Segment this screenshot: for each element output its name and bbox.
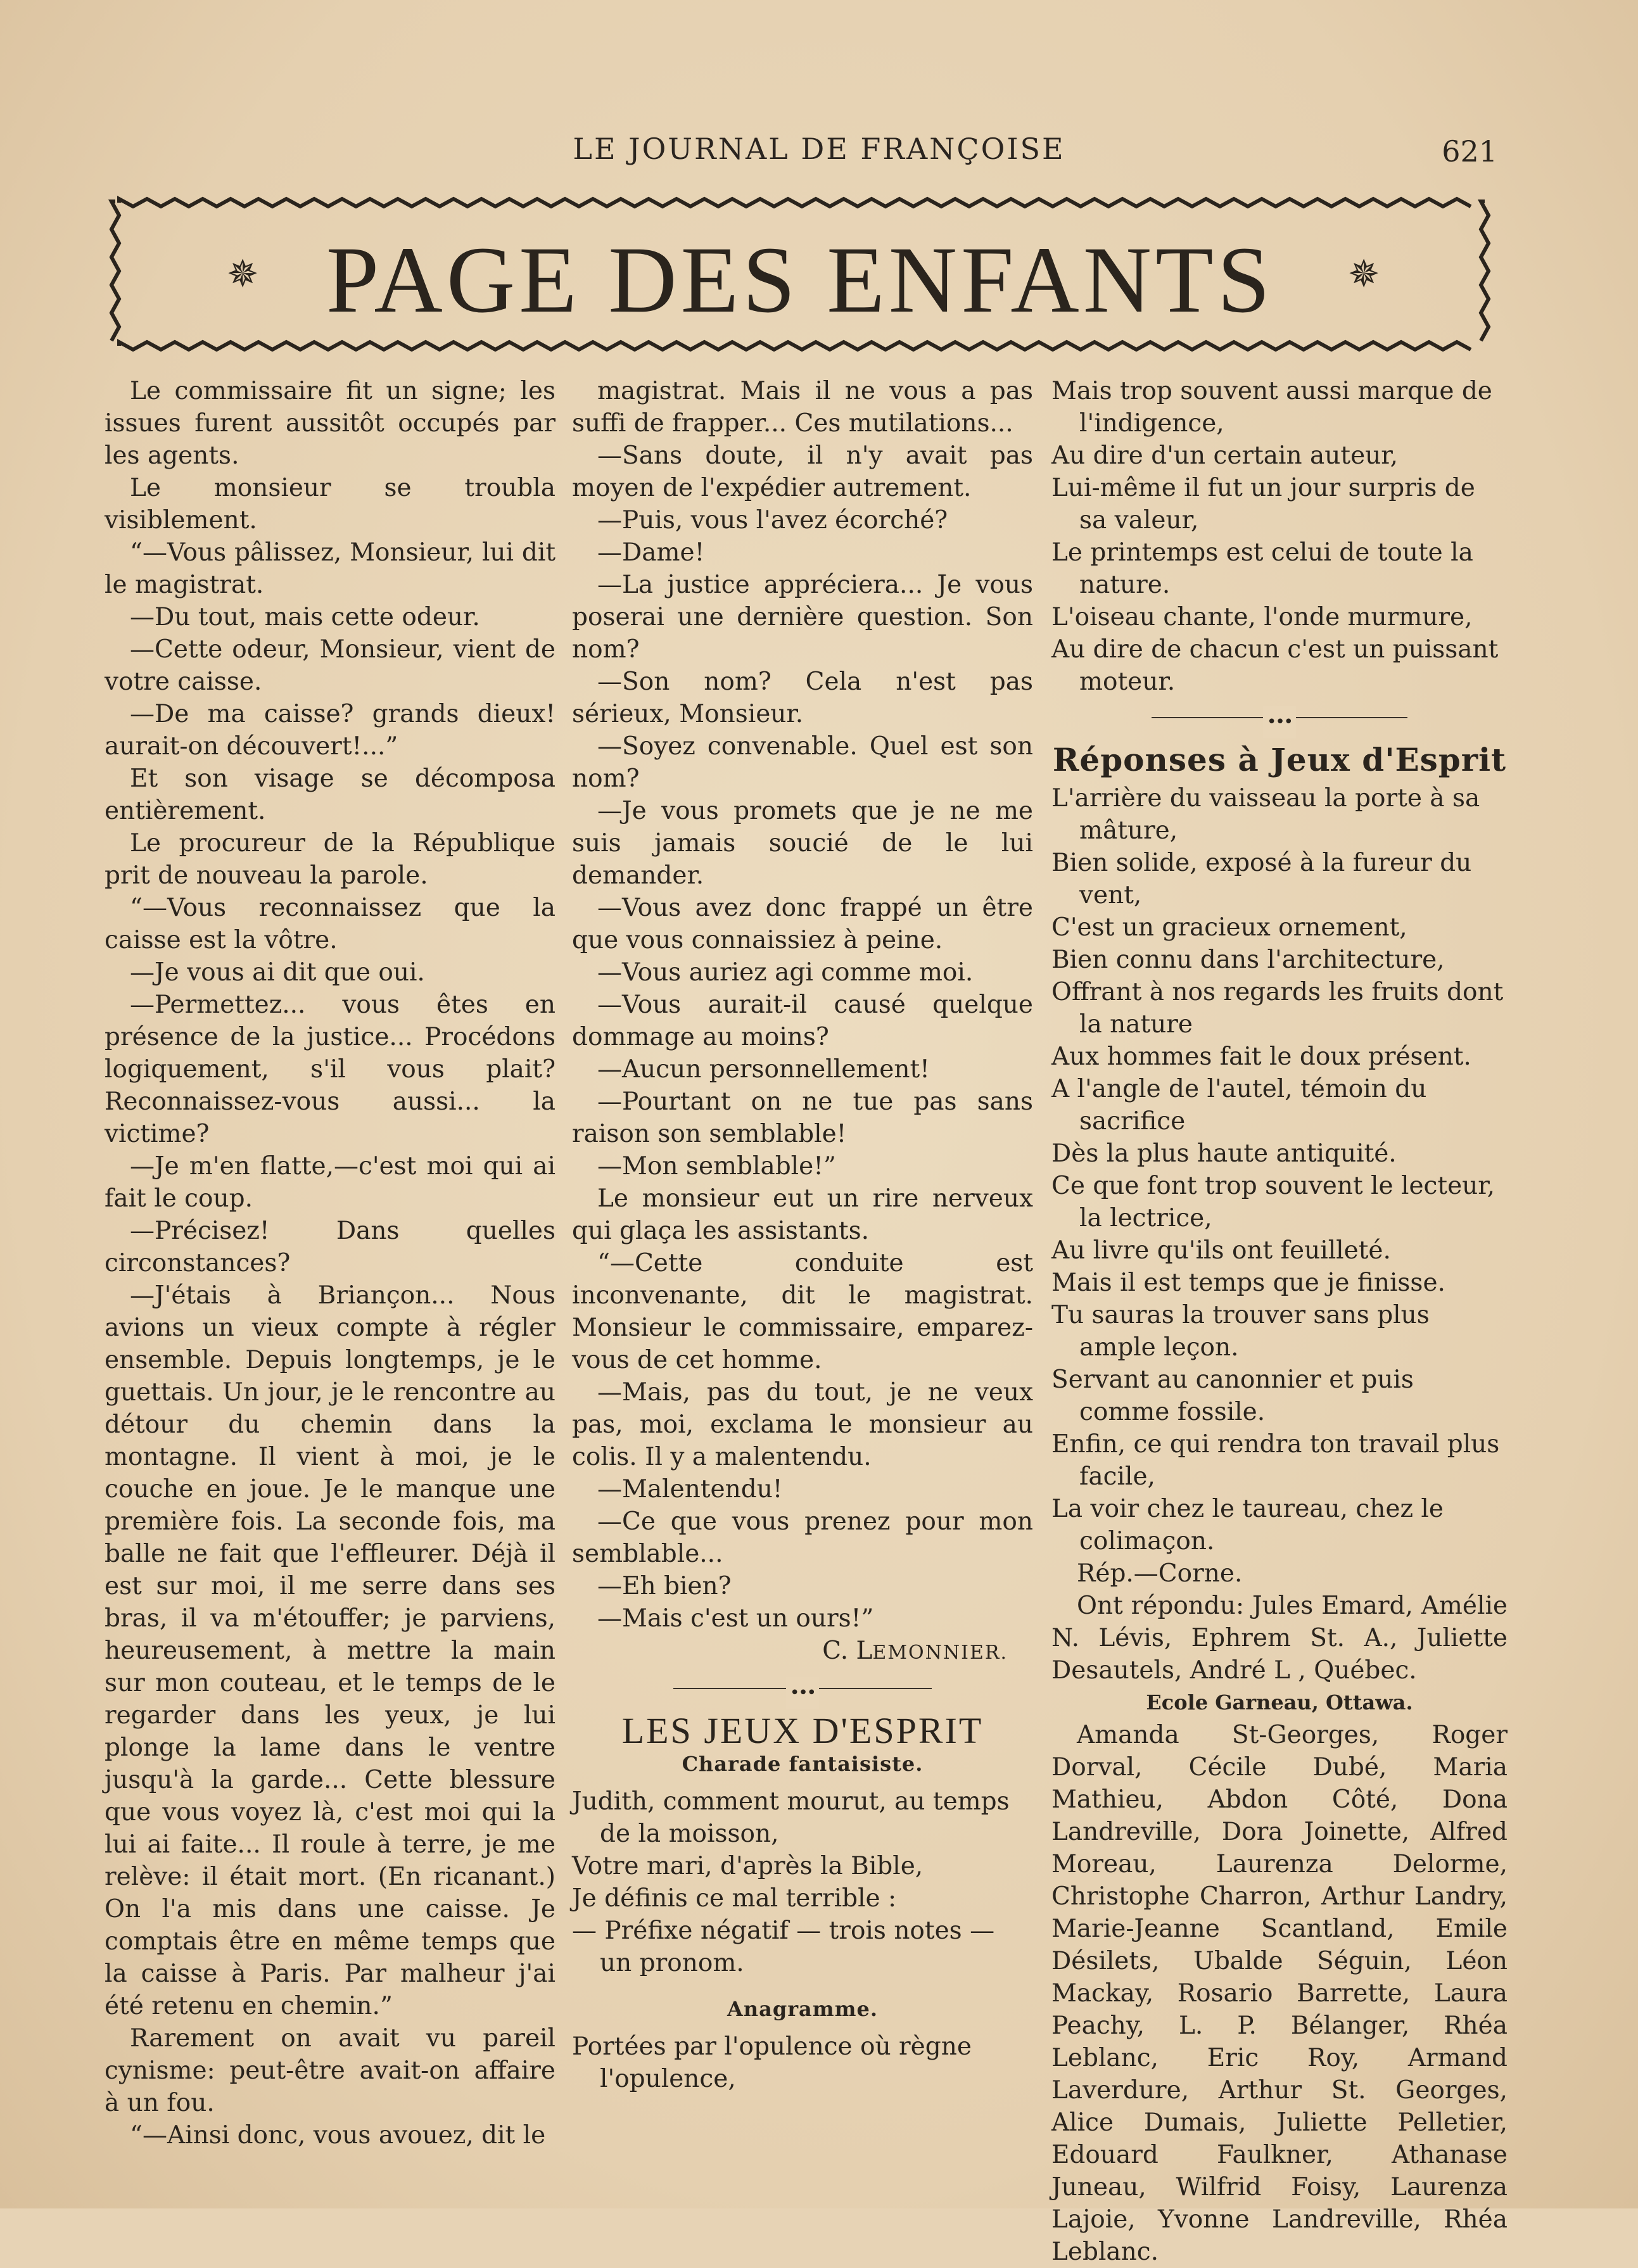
- title-banner: [106, 189, 1494, 360]
- running-head: [0, 132, 1638, 170]
- paragraph: Bien solide, exposé à la fureur du vent,: [1051, 849, 1472, 909]
- paragraph: Aux hommes fait le doux présent.: [1051, 1042, 1471, 1071]
- school-heading: Ecole Garneau, Ottawa.: [1146, 1690, 1413, 1714]
- paragraph: —Du tout, mais cette odeur.: [130, 603, 480, 631]
- paragraph: Enfin, ce qui rendra ton travail plus facile,: [1051, 1430, 1500, 1491]
- paragraph: L'arrière du vaisseau la porte à sa mâture,: [1051, 784, 1480, 845]
- paragraph: Au livre qu'ils ont feuilleté.: [1051, 1236, 1391, 1265]
- charade-verses: [572, 1785, 1033, 1979]
- paragraph: Ce que font trop souvent le lecteur, la lectrice,: [1051, 1172, 1495, 1232]
- paragraph: —Dame!: [597, 538, 705, 567]
- paragraph: —Vous auriez agi comme moi.: [597, 958, 974, 987]
- paragraph: Tu sauras la trouver sans plus ample leçon.: [1051, 1301, 1430, 1362]
- paragraph: —Pourtant on ne tue pas sans raison son semblable!: [572, 1087, 1033, 1148]
- paragraph: Je définis ce mal terrible :: [572, 1884, 897, 1913]
- paragraph: Le commissaire fit un signe; les issues furent aussitôt occupés par les agents.: [105, 377, 556, 470]
- anagram-verses: [572, 2030, 1033, 2095]
- paragraph: Rarement on avait vu pareil cynisme: peut-être avait-on affaire à un fou.: [105, 2024, 556, 2117]
- section-divider: •••: [572, 1669, 1033, 1707]
- section-title: LES JEUX D'ESPRIT: [621, 1710, 984, 1751]
- paragraph: Au dire d'un certain auteur,: [1051, 441, 1399, 470]
- charade-heading: Charade fantaisiste.: [682, 1752, 924, 1776]
- paragraph: Le monsieur eut un rire nerveux qui glaça les assistants.: [572, 1184, 1033, 1245]
- paragraph: —J'étais à Briançon... Nous avions un vieux compte à régler ensemble. Depuis longtemps, je le guettais. Un jour, je le rencontre au détour du chemin dans la montagne. Il vient à moi, je le couche en joue. Je le manque une première fois. La seconde fois, ma balle ne fait que l'effleurer. Déjà il est sur moi, il me serre dans ses bras, il va m'étouffer; je parviens, heureusement, à mettre la main sur mon couteau, et le temps de le regarder dans les yeux, je lui plonge la lame dans le ventre jusqu'à la garde... Cette blessure que vous voyez là, c'est moi qui la lui ai faite... Il roule à terre, je me relève: il était mort. (En ricanant.) On l'a mis dans une caisse. Je comptais être en même temps que la caisse à Paris. Par malheur j'ai été retenu en chemin.”: [105, 1281, 556, 2020]
- responded-list: Ont répondu: Jules Emard, Amélie N. Lévis, Ephrem St. A., Juliette Desautels, André L , Québec.: [1051, 1592, 1508, 1685]
- column-3: [1051, 375, 1508, 2268]
- paragraph: —Cette odeur, Monsieur, vient de votre caisse.: [105, 635, 556, 696]
- answers-verses: [1051, 782, 1508, 1557]
- paragraph: C'est un gracieux ornement,: [1051, 913, 1407, 942]
- paragraph: Le procureur de la République prit de nouveau la parole.: [105, 829, 556, 890]
- star-ornament-right: ✵: [1348, 252, 1380, 296]
- star-ornament-left: ✵: [227, 252, 259, 296]
- paragraph: Mais il est temps que je finisse.: [1051, 1269, 1445, 1297]
- paragraph: “—Vous pâlissez, Monsieur, lui dit le magistrat.: [105, 538, 556, 599]
- paragraph: —Son nom? Cela n'est pas sérieux, Monsieur.: [572, 668, 1033, 728]
- school-names: Amanda St-Georges, Roger Dorval, Cécile Dubé, Maria Mathieu, Abdon Côté, Dona Landreville, Dora Joinette, Alfred Moreau, Laurenza Delorme, Christophe Charron, Arthur Landry, Marie-Jeanne Scantland, Emile Désilets, Ubalde Séguin, Léon Mackay, Rosario Barrette, Laura Peachy, L. P. Bélanger, Rhéa Leblanc, Eric Roy, Armand Laverdure, Arthur St. Georges, Alice Dumais, Juliette Pelletier, Edouard Faulkner, Athanase Juneau, Wilfrid Foisy, Laurenza Lajoie, Yvonne Landreville, Rhéa Leblanc.: [1051, 1721, 1508, 2266]
- paragraph: magistrat. Mais il ne vous a pas suffi de frapper... Ces mutilations...: [572, 377, 1033, 438]
- paragraph: Servant au canonnier et puis comme fossile.: [1051, 1365, 1414, 1426]
- paragraph: Lui-même il fut un jour surpris de sa valeur,: [1051, 474, 1475, 535]
- story-continuation: [572, 375, 1033, 1635]
- paragraph: —Je m'en flatte,—c'est moi qui ai fait le coup.: [105, 1152, 556, 1213]
- paragraph: —Soyez convenable. Quel est son nom?: [572, 732, 1033, 793]
- paragraph: —Précisez! Dans quelles circonstances?: [105, 1217, 556, 1277]
- paragraph: “—Ainsi donc, vous avouez, dit le: [130, 2121, 546, 2150]
- paragraph: —De ma caisse? grands dieux! aurait-on découvert!...”: [105, 700, 556, 761]
- paragraph: “—Vous reconnaissez que la caisse est la vôtre.: [105, 894, 556, 954]
- page-number: 621: [1442, 134, 1497, 168]
- paragraph: —Ce que vous prenez pour mon semblable...: [572, 1507, 1033, 1568]
- paragraph: —Eh bien?: [597, 1572, 732, 1600]
- paragraph: —Vous aurait-il causé quelque dommage au moins?: [572, 991, 1033, 1051]
- paragraph: “—Cette conduite est inconvenante, dit le magistrat. Monsieur le commissaire, emparez-vous de cet homme.: [572, 1249, 1033, 1374]
- signature: C. LEMONNIER.: [822, 1637, 1008, 1665]
- paragraph: —Je vous promets que je ne me suis jamais soucié de le lui demander.: [572, 797, 1033, 890]
- paragraph: Dès la plus haute antiquité.: [1051, 1139, 1397, 1168]
- paragraph: Votre mari, d'après la Bible,: [572, 1852, 924, 1880]
- paragraph: Le monsieur se troubla visiblement.: [105, 474, 556, 535]
- paragraph: —Malentendu!: [597, 1475, 783, 1504]
- paragraph: A l'angle de l'autel, témoin du sacrifice: [1051, 1075, 1427, 1136]
- paragraph: La voir chez le taureau, chez le colimaçon.: [1051, 1495, 1444, 1555]
- paragraph: Au dire de chacun c'est un puissant moteur.: [1051, 635, 1499, 696]
- paragraph: —Mais, pas du tout, je ne veux pas, moi, exclama le monsieur au colis. Il y a malentendu.: [572, 1378, 1033, 1471]
- answer-rep: Rép.—Corne.: [1077, 1559, 1243, 1588]
- paragraph: —Sans doute, il n'y avait pas moyen de l'expédier autrement.: [572, 441, 1033, 502]
- paragraph: —Mais c'est un ours!”: [597, 1604, 874, 1633]
- column-1: [105, 375, 556, 2151]
- anagram-verses-continued: [1051, 375, 1508, 698]
- paragraph: —Je vous ai dit que oui.: [130, 958, 425, 987]
- paragraph: —Vous avez donc frappé un être que vous connaissiez à peine.: [572, 894, 1033, 954]
- answers-title: Réponses à Jeux d'Esprit: [1052, 741, 1507, 778]
- anagram-heading: Anagramme.: [727, 1997, 878, 2021]
- paragraph: Portées par l'opulence où règne l'opulence,: [572, 2032, 972, 2093]
- paragraph: — Préfixe négatif — trois notes — un pronom.: [572, 1916, 995, 1977]
- paragraph: Bien connu dans l'architecture,: [1051, 946, 1445, 974]
- page-title: PAGE DES ENFANTS: [326, 227, 1274, 333]
- running-title: LE JOURNAL DE FRANÇOISE: [573, 132, 1065, 166]
- paragraph: Offrant à nos regards les fruits dont la nature: [1051, 978, 1504, 1039]
- paragraph: —Puis, vous l'avez écorché?: [597, 506, 948, 535]
- paragraph: L'oiseau chante, l'onde murmure,: [1051, 603, 1473, 631]
- paragraph: —Aucun personnellement!: [597, 1055, 930, 1084]
- paragraph: Le printemps est celui de toute la nature.: [1051, 538, 1473, 599]
- paragraph: —Permettez... vous êtes en présence de la justice... Procédons logiquement, s'il vous plait? Reconnaissez-vous aussi... la victime?: [105, 991, 556, 1148]
- paragraph: Et son visage se décomposa entièrement.: [105, 764, 556, 825]
- column-2: [572, 375, 1033, 2095]
- section-divider: •••: [1051, 698, 1508, 736]
- paragraph: Judith, comment mourut, au temps de la moisson,: [572, 1787, 1010, 1848]
- paragraph: —La justice appréciera... Je vous poserai une dernière question. Son nom?: [572, 571, 1033, 664]
- paragraph: —Mon semblable!”: [597, 1152, 836, 1181]
- paragraph: Mais trop souvent aussi marque de l'indigence,: [1051, 377, 1492, 438]
